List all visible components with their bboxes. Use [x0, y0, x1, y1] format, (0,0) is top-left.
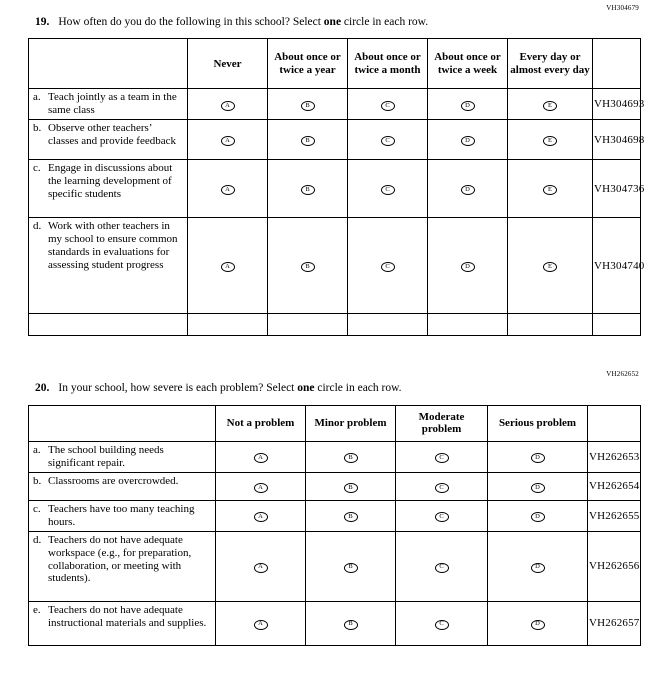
row-text: Classrooms are overcrowded. [48, 474, 179, 487]
row-text: Engage in discussions about the learning development of specific students [48, 162, 173, 201]
row-label [33, 162, 183, 201]
q20-header-minor: Minor problem [306, 405, 396, 441]
row-text: Teach jointly as a team in the same class [48, 91, 177, 117]
row-letter: b. [33, 474, 42, 487]
answer-circle[interactable]: B [301, 262, 315, 272]
q19-header-blank [29, 39, 188, 89]
table-row [29, 472, 641, 500]
row-code: VH304693 [593, 89, 641, 120]
q19-header-everyday: Every day or almost every day [508, 39, 593, 89]
answer-circle[interactable]: A [254, 512, 268, 522]
row-letter: b. [33, 122, 42, 135]
answer-circle[interactable]: D [461, 185, 475, 195]
answer-circle[interactable]: C [381, 101, 395, 111]
answer-circle[interactable]: C [381, 185, 395, 195]
answer-circle[interactable]: A [221, 101, 235, 111]
answer-circle[interactable]: B [301, 185, 315, 195]
answer-circle[interactable]: B [344, 453, 358, 463]
question-20-emphasis: one [297, 382, 315, 395]
answer-circle[interactable]: D [531, 512, 545, 522]
row-label [33, 444, 211, 470]
table-row [29, 160, 641, 218]
table-row [29, 218, 641, 314]
question-19-text: How often do you do the following in this school? Select [58, 16, 324, 28]
table-row [29, 500, 641, 531]
row-text: Work with other teachers in my school to ensure common standards in evaluations for assessing student progress [48, 220, 178, 272]
question-20-text-end: circle in each row. [314, 382, 402, 395]
answer-circle[interactable]: C [381, 136, 395, 146]
q19-header-never: Never [188, 39, 268, 89]
row-text: Teachers have too many teaching hours. [48, 502, 195, 528]
q20-header-not-a-problem: Not a problem [216, 405, 306, 441]
answer-circle[interactable]: A [221, 136, 235, 146]
answer-circle[interactable]: E [543, 101, 557, 111]
answer-circle[interactable]: C [435, 620, 449, 630]
row-label [33, 91, 183, 117]
answer-circle[interactable]: A [254, 453, 268, 463]
q20-header-serious: Serious problem [488, 405, 588, 441]
row-code: VH262657 [588, 601, 641, 645]
row-code: VH262654 [588, 472, 641, 500]
answer-circle[interactable]: B [344, 512, 358, 522]
row-label [33, 122, 183, 148]
answer-circle[interactable]: A [221, 262, 235, 272]
answer-circle[interactable]: C [435, 453, 449, 463]
row-text: Observe other teachers’ classes and provide feedback [48, 122, 176, 148]
answer-circle[interactable]: C [381, 262, 395, 272]
answer-circle[interactable]: A [221, 185, 235, 195]
question-20-number: 20. [35, 382, 50, 395]
row-letter: c. [33, 502, 41, 515]
question-19-emphasis: one [323, 16, 342, 28]
row-letter: a. [33, 91, 41, 104]
answer-circle[interactable]: E [543, 185, 557, 195]
answer-circle[interactable]: A [254, 620, 268, 630]
q19-header-week: About once or twice a week [428, 39, 508, 89]
answer-circle[interactable]: B [301, 136, 315, 146]
answer-circle[interactable]: E [543, 136, 557, 146]
question-19-text-end: circle in each row. [341, 16, 429, 28]
row-code: VH304736 [593, 160, 641, 218]
answer-circle[interactable]: A [254, 563, 268, 573]
row-code: VH304698 [593, 120, 641, 160]
answer-circle[interactable]: C [435, 512, 449, 522]
row-label [33, 604, 211, 630]
q20-header-blank [29, 405, 216, 441]
question-19-table [28, 38, 645, 336]
q19-header-year: About once or twice a year [268, 39, 348, 89]
table-row [29, 441, 641, 472]
answer-circle[interactable]: B [301, 101, 315, 111]
table-row [29, 120, 641, 160]
row-text: The school building needs significant repair. [48, 443, 164, 469]
row-label [33, 503, 211, 529]
row-label [33, 534, 211, 586]
row-letter: c. [33, 162, 41, 175]
row-letter: a. [33, 443, 41, 456]
answer-circle[interactable]: D [531, 453, 545, 463]
row-letter: d. [33, 533, 42, 546]
row-code: VH304740 [593, 218, 641, 314]
answer-circle[interactable]: D [531, 620, 545, 630]
form-code-mid: VH262652 [606, 370, 639, 379]
question-19-number: 19. [35, 16, 50, 28]
answer-circle[interactable]: C [435, 563, 449, 573]
question-19-prompt [0, 15, 649, 29]
empty-row [29, 314, 641, 336]
question-20-prompt [0, 381, 649, 395]
answer-circle[interactable]: B [344, 483, 358, 493]
answer-circle[interactable]: D [461, 262, 475, 272]
answer-circle[interactable]: D [531, 483, 545, 493]
question-20-text: In your school, how severe is each problem? Select [58, 382, 298, 395]
row-letter: e. [33, 603, 41, 616]
question-20-table [28, 405, 641, 646]
q20-header-row [29, 405, 641, 441]
row-code: VH262655 [588, 500, 641, 531]
answer-circle[interactable]: B [344, 620, 358, 630]
q19-header-code-blank [593, 39, 641, 89]
answer-circle[interactable]: B [344, 563, 358, 573]
table-row [29, 531, 641, 601]
answer-circle[interactable]: D [461, 136, 475, 146]
row-text: Teachers do not have adequate workspace (e.g., for preparation, collaboration, or meeting with students). [48, 533, 192, 585]
answer-circle[interactable]: E [543, 262, 557, 272]
answer-circle[interactable]: D [531, 563, 545, 573]
table-row [29, 601, 641, 645]
row-letter: d. [33, 220, 42, 233]
row-code: VH262653 [588, 441, 641, 472]
answer-circle[interactable]: D [461, 101, 475, 111]
q20-header-code-blank [588, 405, 641, 441]
row-label [33, 475, 211, 488]
answer-circle[interactable]: A [254, 483, 268, 493]
table-row [29, 89, 641, 120]
q19-header-row [29, 39, 641, 89]
answer-circle[interactable]: C [435, 483, 449, 493]
q19-header-month: About once or twice a month [348, 39, 428, 89]
q20-header-moderate: Moderate problem [396, 405, 488, 441]
row-label [33, 220, 183, 272]
row-text: Teachers do not have adequate instructional materials and supplies. [48, 603, 207, 629]
form-code-top: VH304679 [606, 4, 639, 12]
row-code: VH262656 [588, 531, 641, 601]
